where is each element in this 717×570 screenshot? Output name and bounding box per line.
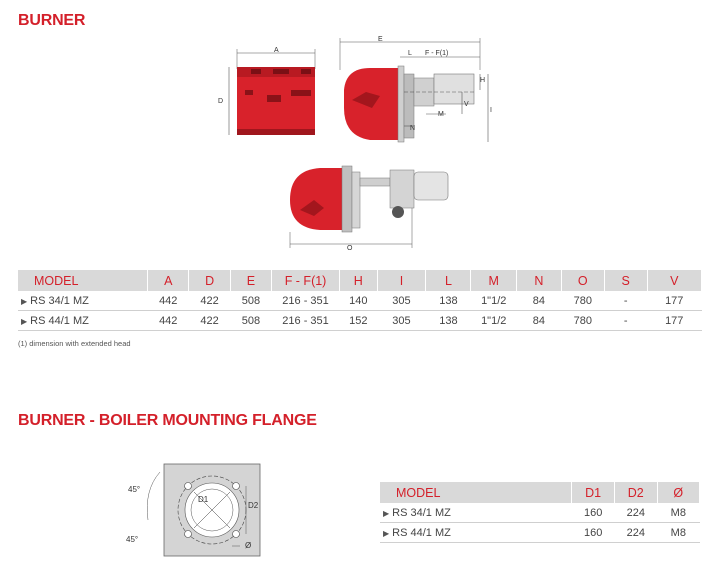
dim-label-i: I <box>490 107 492 114</box>
table-cell: 138 <box>426 311 471 331</box>
table-cell: M8 <box>657 523 699 543</box>
table-cell: 422 <box>189 291 230 311</box>
table-cell: 84 <box>517 291 562 311</box>
flange-spec-table <box>380 482 700 543</box>
table-cell: 442 <box>148 311 189 331</box>
column-header: D <box>189 270 230 291</box>
dim-label-angle-upper: 45° <box>128 485 141 494</box>
table-cell: 224 <box>614 503 657 523</box>
column-header: A <box>148 270 189 291</box>
dim-label-l: L <box>408 50 412 57</box>
table-cell: M8 <box>657 503 699 523</box>
table-row <box>18 311 702 331</box>
dim-label-a: A <box>274 47 279 54</box>
table-cell: - <box>604 311 647 331</box>
table-header-row <box>18 270 702 291</box>
flange-drawing <box>120 460 280 562</box>
column-header: M <box>471 270 517 291</box>
table-cell: 152 <box>339 311 377 331</box>
table-cell: 422 <box>189 311 230 331</box>
dim-label-f: F - F(1) <box>425 50 449 57</box>
bullet-arrow-icon: ▶ <box>383 528 390 538</box>
burner-top-view <box>280 160 460 252</box>
column-header: V <box>647 270 702 291</box>
column-header: H <box>339 270 377 291</box>
table-cell: 508 <box>230 291 271 311</box>
column-header: I <box>377 270 426 291</box>
bullet-arrow-icon: ▶ <box>21 296 28 306</box>
dim-label-m: M <box>438 111 444 118</box>
table-cell: 140 <box>339 291 377 311</box>
table-cell: 138 <box>426 291 471 311</box>
dim-label-angle-lower: 45° <box>126 535 139 544</box>
dim-label-phi: Ø <box>245 541 252 550</box>
table-cell: 1"1/2 <box>471 291 517 311</box>
dim-label-d1: D1 <box>198 495 209 504</box>
table-cell: 442 <box>148 291 189 311</box>
dim-label-o: O <box>347 245 353 252</box>
column-header: E <box>230 270 271 291</box>
model-cell: RS 44/1 MZ <box>30 314 89 327</box>
model-cell: RS 44/1 MZ <box>392 526 451 539</box>
table-header-row <box>380 482 700 503</box>
table-cell: 177 <box>647 311 702 331</box>
table-row <box>18 291 702 311</box>
table-row <box>380 503 700 523</box>
footnote: (1) dimension with extended head <box>18 339 131 348</box>
column-header: MODEL <box>380 482 572 503</box>
table-cell: 305 <box>377 311 426 331</box>
table-cell: 84 <box>517 311 562 331</box>
table-cell: 177 <box>647 291 702 311</box>
model-cell: RS 34/1 MZ <box>392 506 451 519</box>
dim-label-d2: D2 <box>248 501 259 510</box>
column-header: O <box>561 270 604 291</box>
dim-label-d: D <box>218 98 224 105</box>
table-cell: 224 <box>614 523 657 543</box>
dim-label-e: E <box>378 36 383 43</box>
dim-label-h: H <box>480 77 486 84</box>
table-cell: 780 <box>561 291 604 311</box>
table-cell: 216 - 351 <box>272 311 340 331</box>
table-cell: 508 <box>230 311 271 331</box>
table-cell: 160 <box>572 503 615 523</box>
burner-spec-table <box>18 270 702 331</box>
table-cell: - <box>604 291 647 311</box>
section-title-burner: BURNER <box>18 12 86 29</box>
dim-label-v: V <box>464 101 469 108</box>
column-header: N <box>517 270 562 291</box>
bullet-arrow-icon: ▶ <box>383 508 390 518</box>
table-cell: 216 - 351 <box>272 291 340 311</box>
dim-label-n: N <box>410 125 416 132</box>
table-cell: 780 <box>561 311 604 331</box>
column-header: L <box>426 270 471 291</box>
table-row <box>380 523 700 543</box>
column-header: D1 <box>572 482 615 503</box>
table-cell: 160 <box>572 523 615 543</box>
burner-side-view <box>330 30 505 155</box>
burner-front-view <box>215 45 335 145</box>
column-header: F - F(1) <box>272 270 340 291</box>
column-header: MODEL <box>18 270 148 291</box>
column-header: S <box>604 270 647 291</box>
section-title-flange: BURNER - BOILER MOUNTING FLANGE <box>18 412 317 429</box>
table-cell: 1"1/2 <box>471 311 517 331</box>
table-cell: 305 <box>377 291 426 311</box>
column-header: D2 <box>614 482 657 503</box>
bullet-arrow-icon: ▶ <box>21 316 28 326</box>
column-header: Ø <box>657 482 699 503</box>
model-cell: RS 34/1 MZ <box>30 294 89 307</box>
